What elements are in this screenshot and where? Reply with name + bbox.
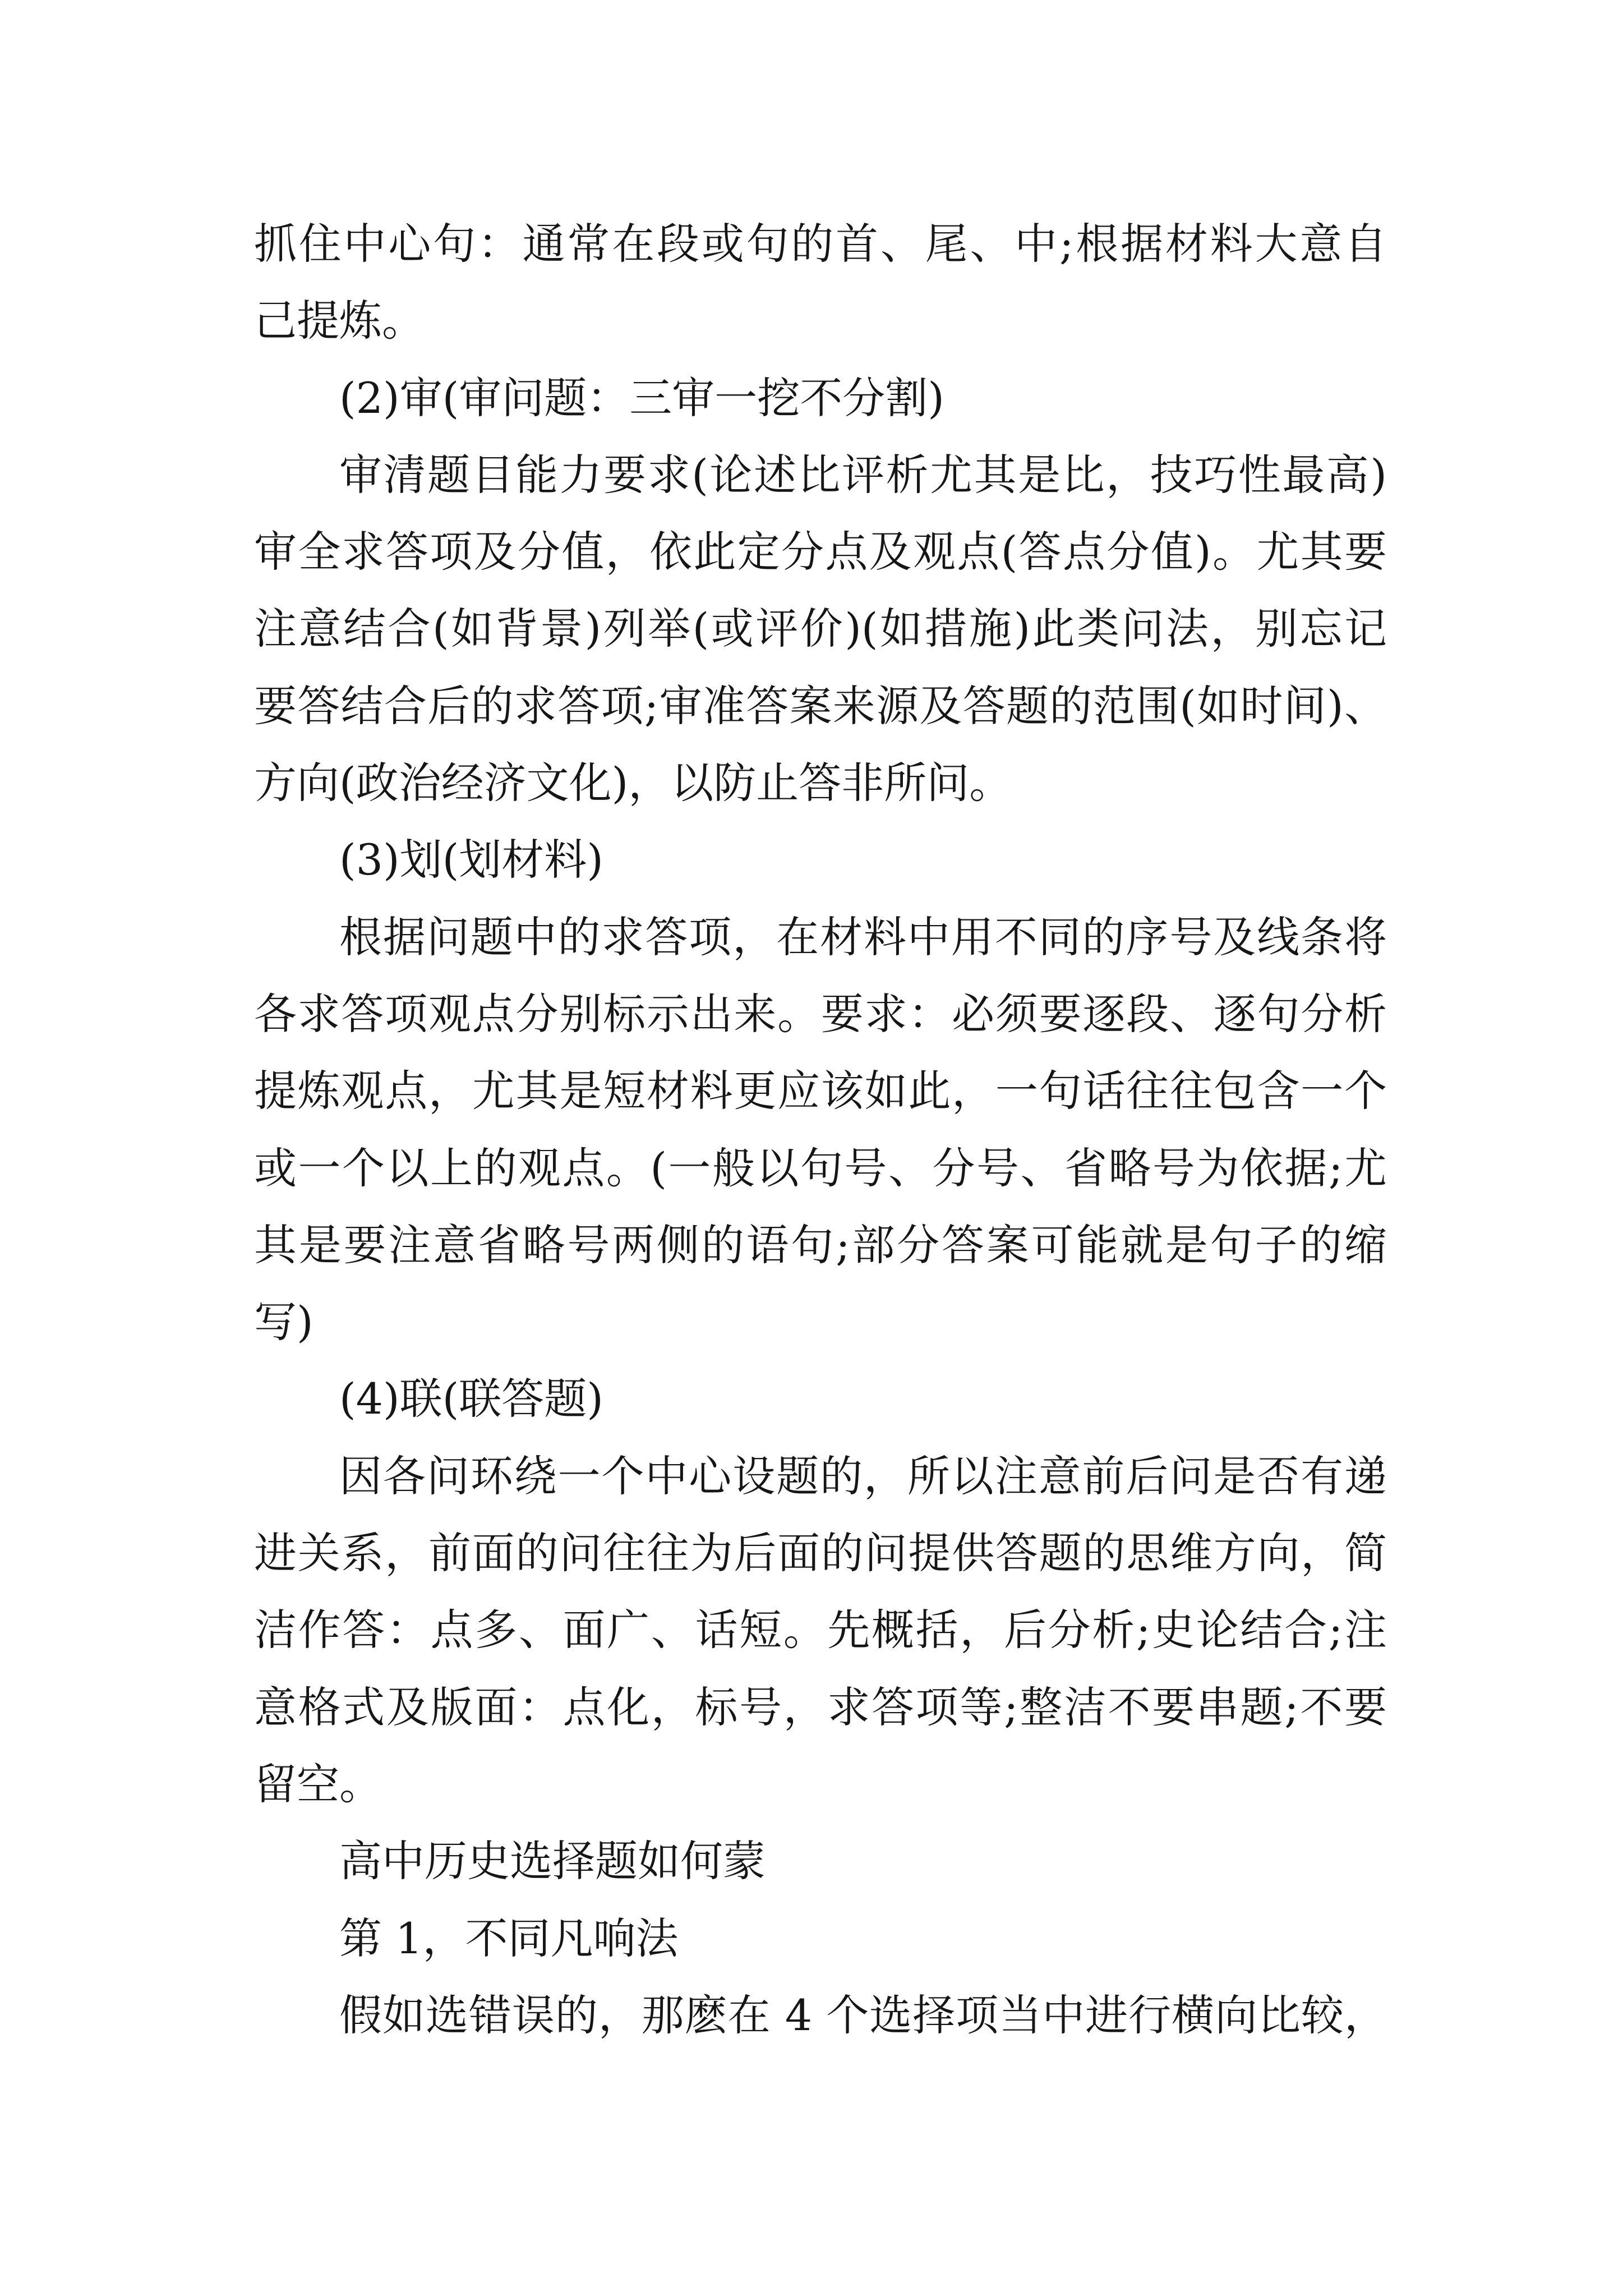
text-line: (2)审(审问题：三审一挖不分割) bbox=[339, 372, 944, 423]
text-line: 因各问环绕一个中心设题的，所以注意前后问是否有递 bbox=[339, 1451, 1387, 1501]
section-heading bbox=[254, 821, 1387, 898]
paragraph bbox=[254, 205, 1387, 360]
text-line: 要答结合后的求答项;审准答案来源及答题的范围(如时间)、 bbox=[254, 680, 1387, 731]
text-line: 己提炼。 bbox=[254, 296, 425, 346]
text-line: 各求答项观点分别标示出来。要求：必须要逐段、逐句分析 bbox=[254, 988, 1387, 1039]
text-line: 洁作答：点多、面广、话短。先概括，后分析;史论结合;注 bbox=[254, 1605, 1387, 1655]
text-line: 方向(政治经济文化)，以防止答非所问。 bbox=[254, 758, 1012, 808]
text-line: 或一个以上的观点。(一般以句号、分号、省略号为依据;尤 bbox=[254, 1143, 1387, 1193]
method-heading bbox=[254, 1900, 1387, 1977]
text-line: 写) bbox=[254, 1297, 313, 1347]
text-line: 审全求答项及分值，依此定分点及观点(答点分值)。尤其要 bbox=[254, 527, 1387, 577]
paragraph bbox=[254, 436, 1387, 821]
text-line: (4)联(联答题) bbox=[339, 1374, 603, 1424]
text-line: 假如选错误的，那麽在 4 个选择项当中进行横向比较， bbox=[339, 1990, 1387, 2040]
paragraph bbox=[254, 1977, 1387, 2054]
text-line: 进关系，前面的问往往为后面的问提供答题的思维方向，简 bbox=[254, 1528, 1387, 1579]
text-line: 提炼观点，尤其是短材料更应该如此，一句话往往包含一个 bbox=[254, 1066, 1387, 1116]
text-line: 抓住中心句：通常在段或句的首、尾、中;根据材料大意自 bbox=[254, 219, 1387, 269]
text-line: 留空。 bbox=[254, 1759, 382, 1809]
section-heading bbox=[254, 1360, 1387, 1437]
paragraph bbox=[254, 1438, 1387, 1823]
text-line: 其是要注意省略号两侧的语句;部分答案可能就是句子的缩 bbox=[254, 1220, 1387, 1270]
paragraph bbox=[254, 899, 1387, 1361]
text-line: 第 1，不同凡响法 bbox=[339, 1913, 679, 1963]
text-line: 审清题目能力要求(论述比评析尤其是比，技巧性最高) bbox=[339, 449, 1387, 500]
text-line: 注意结合(如背景)列举(或评价)(如措施)此类问法，别忘记 bbox=[254, 604, 1387, 654]
section-heading bbox=[254, 360, 1387, 436]
document-page bbox=[254, 205, 1387, 2054]
topic-heading bbox=[254, 1823, 1387, 1899]
text-line: (3)划(划材料) bbox=[339, 835, 603, 885]
text-line: 高中历史选择题如何蒙 bbox=[339, 1836, 766, 1887]
text-line: 根据问题中的求答项，在材料中用不同的序号及线条将 bbox=[339, 912, 1387, 962]
text-line: 意格式及版面：点化，标号，求答项等;整洁不要串题;不要 bbox=[254, 1682, 1387, 1732]
